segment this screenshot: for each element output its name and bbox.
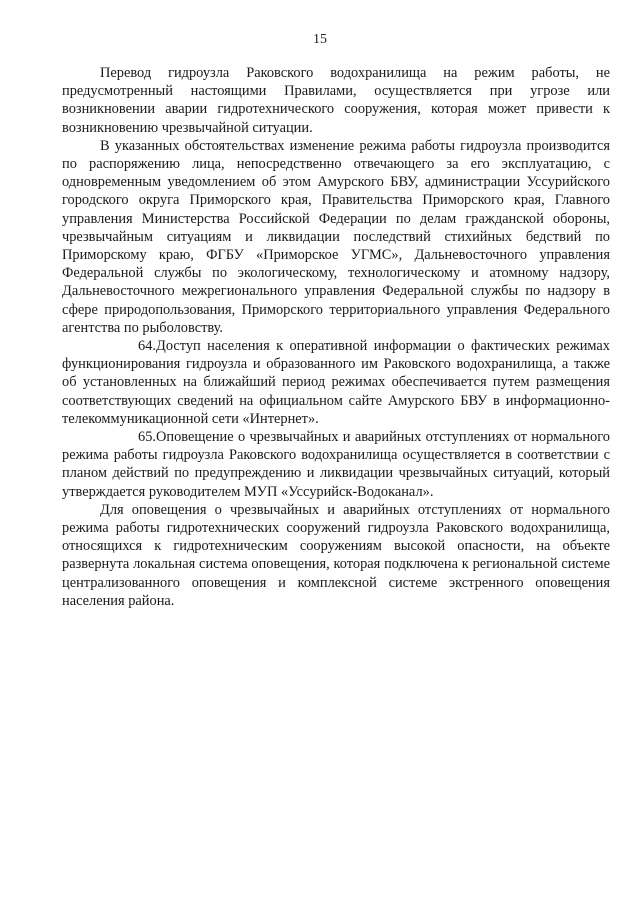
paragraph-number: 64. [138,338,156,355]
paragraph-text: В указанных обстоятельствах изменение режима работы гидроузла производится по распоряжению лица, непосредственно отвечающего за его эксплуатацию, с одновременным уведомлением об этом Амурского БВУ, администрации Уссурийского городского округа Приморского края, Правительства Приморского края, Главного управления Министерства Российской Федерации по делам гражданской обороны, чрезвычайным ситуациям и ликвидации последствий стихийных бедствий по Приморскому краю, ФГБУ «Приморское УГМС», Дальневосточного управления Федеральной службы по экологическому, технологическому и атомному надзору, Дальневосточного межрегионального управления Федеральной службы по надзору в сфере природопользования, Приморского территориального управления Федерального агентства по рыболовству. [62,137,610,336]
paragraph-65 [62,428,610,501]
paragraph-transfer-mode [62,64,610,137]
paragraph-text: Для оповещения о чрезвычайных и аварийных отступлениях от нормального режима работы гидротехнических сооружений гидроузла Раковского водохранилища, относящихся к гидротехническим сооружениям высокой опасности, на объекте развернута локальная система оповещения, которая подключена к региональной системе централизованного оповещения и комплексной системе экстренного оповещения населения района. [62,501,610,609]
paragraph-notification-system [62,501,610,610]
document-body [62,64,610,610]
paragraph-64 [62,337,610,428]
page-number: 15 [313,32,327,47]
paragraph-text: Доступ населения к оперативной информации о фактических режимах функционирования гидроузла и образованного им Раковского водохранилища, а также об установленных на ближайший период режимах обеспечивается путем размещения соответствующих сведений на официальном сайте Амурского БВУ в информационно-телекоммуникационной сети «Интернет». [62,338,610,427]
paragraph-text: Перевод гидроузла Раковского водохранилища на режим работы, не предусмотренный настоящими Правилами, осуществляется при угрозе или возникновении аварии гидротехнического сооружения, которая может привести к возникновению чрезвычайной ситуации. [62,65,610,136]
paragraph-text: Оповещение о чрезвычайных и аварийных отступлениях от нормального режима работы гидроузла Раковского водохранилища осуществляется в соответствии с планом действий по предупреждению и ликвидации чрезвычайных ситуаций, который утверждается руководителем МУП «Уссурийск-Водоканал». [62,429,610,500]
paragraph-circumstances [62,137,610,337]
paragraph-number: 65. [138,429,156,446]
